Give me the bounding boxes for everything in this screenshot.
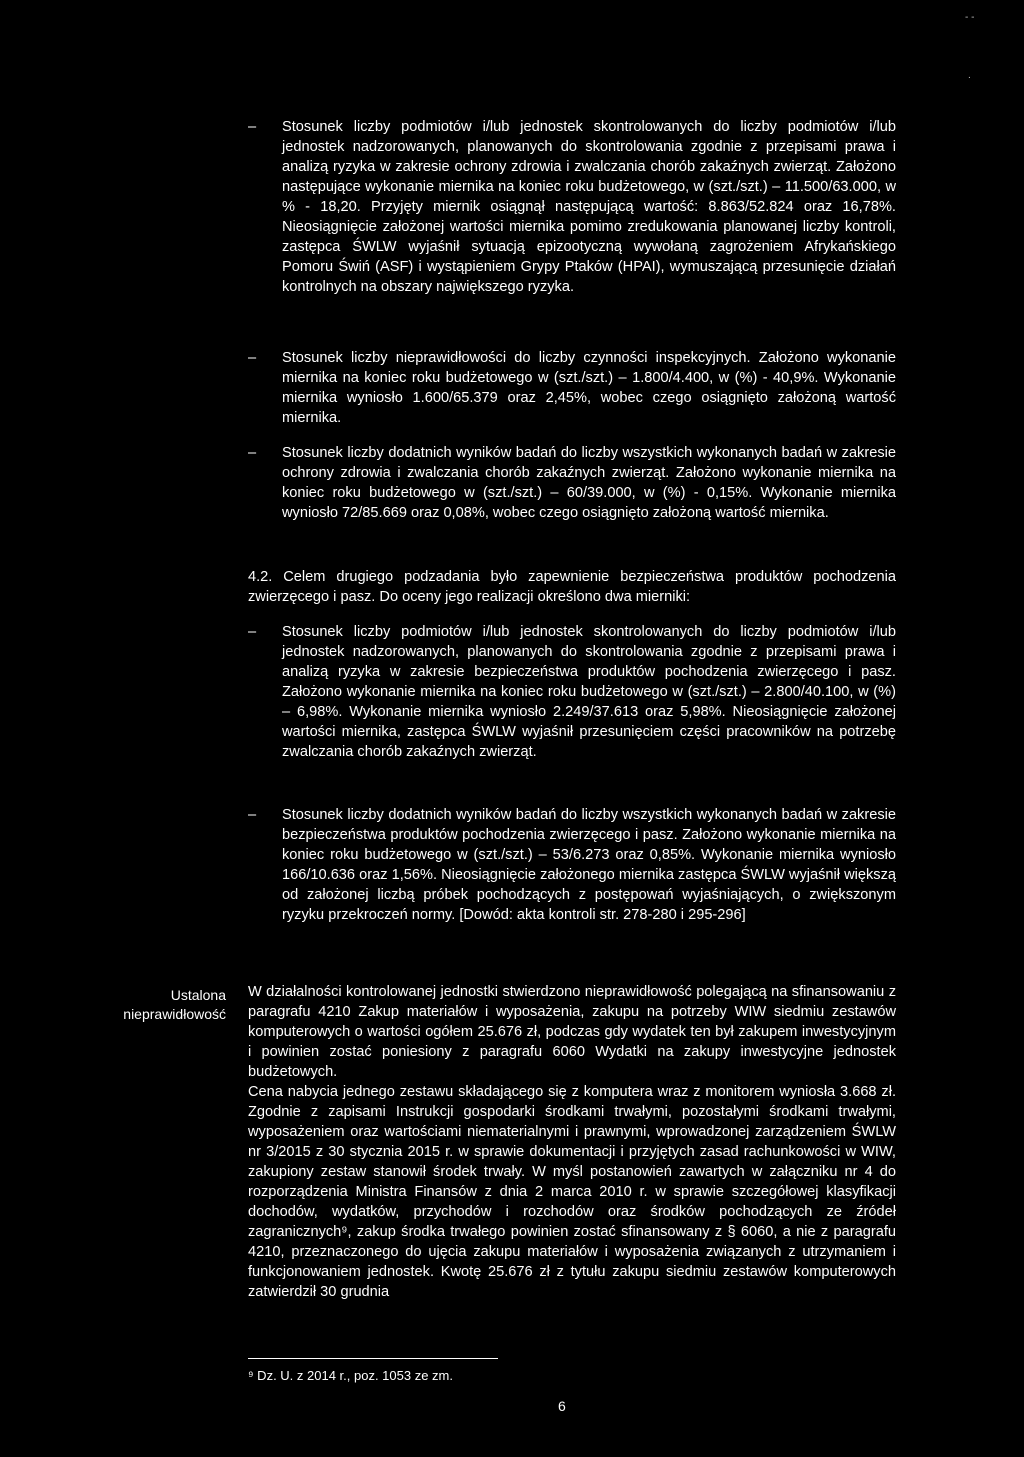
footnote: ⁹ Dz. U. z 2014 r., poz. 1053 ze zm. <box>248 1368 453 1383</box>
corner-mark-right: . <box>968 70 971 81</box>
footnote-separator <box>248 1358 498 1359</box>
bullet-dash: – <box>248 445 257 461</box>
list-item-indicator-4 <box>282 622 896 792</box>
list-item-indicator-5 <box>282 805 896 965</box>
list-item-indicator-2 <box>282 348 896 430</box>
list-item-indicator-3 <box>282 443 896 553</box>
bullet-dash: – <box>248 807 257 823</box>
list-item-text: Stosunek liczby podmiotów i/lub jednostek skontrolowanych do liczby podmiotów i/lub jednostek nadzorowanych, planowanych do skontrolowania zgodnie z przepisami prawa i analizą ryzyka w zakresie ochrony zdrowia i zwalczania chorób zakaźnych zwierząt. Założono następujące wykonanie miernika na koniec roku budżetowego, w (szt./szt.) – 11.500/63.000, w % - 18,20. Przyjęty miernik osiągnął następującą wartość: 8.863/52.824 oraz 16,78%. Nieosiągnięcie założonej wartości miernika pomimo zredukowania planowanej liczby kontroli, zastępca ŚWLW wyjaśnił sytuacją epizootyczną wywołaną zagrożeniem Afrykańskiego Pomoru Świń (ASF) i wystąpieniem Grypy Ptaków (HPAI), wymuszającą przesunięcie działań kontrolnych na obszary największego ryzyka. <box>282 119 896 295</box>
findings-paragraph-2: Cena nabycia jednego zestawu składającego się z komputera wraz z monitorem wyniosła 3.668 zł. Zgodnie z zapisami Instrukcji gospodarki środkami trwałymi, pozostałymi środkami trwałymi, wyposażeniem oraz wartościami niematerialnymi i prawnymi, wprowadzonej zarządzeniem ŚWLW nr 3/2015 z 30 stycznia 2015 r. w sprawie dokumentacji i przyjętych zasad rachunkowości w WIW, zakupiony zestaw stanowił środek trwały. W myśl postanowień zawartych w załączniku nr 4 do rozporządzenia Ministra Finansów z dnia 2 marca 2010 r. w sprawie szczegółowej klasyfikacji dochodów, wydatków, przychodów i rozchodów oraz środków pochodzących ze źródeł zagranicznych⁹, zakup środka trwałego powinien zostać sfinansowany z § 6060, a nie z paragrafu 4210, przeznaczonego do ujęcia zakupu materiałów i wyposażenia związanych z utrzymaniem i funkcjonowaniem jednostek. Kwotę 25.676 zł z tytułu zakupu siedmiu zestawów komputerowych zatwierdził 30 grudnia <box>248 1084 896 1300</box>
list-item-text: Stosunek liczby dodatnich wyników badań do liczby wszystkich wykonanych badań w zakresie bezpieczeństwa produktów pochodzenia zwierzęcego i pasz. Założono wykonanie miernika na koniec roku budżetowego w (szt./szt.) – 53/6.273 oraz 0,85%. Wykonanie miernika wyniosło 166/10.636 oraz 1,56%. Nieosiągnięcie założonego miernika zastępca ŚWLW wyjaśnił większą od założonej liczbą próbek pochodzących z postępowań wyjaśniających, o zwiększonym ryzyku przekroczeń normy. [Dowód: akta kontroli str. 278-280 i 295-296] <box>282 807 896 923</box>
bullet-dash: – <box>248 624 257 640</box>
list-item-text: Stosunek liczby podmiotów i/lub jednostek skontrolowanych do liczby podmiotów i/lub jednostek nadzorowanych, planowanych do skontrolowania zgodnie z przepisami prawa i analizą ryzyka w zakresie bezpieczeństwa produktów pochodzenia zwierzęcego i pasz. Założono wykonanie miernika na koniec roku budżetowego w (szt./szt.) – 2.800/40.100, w (%) – 6,98%. Wykonanie miernika wyniosło 2.249/37.613 oraz 5,98%. Nieosiągnięcie założonej wartości miernika, zastępca ŚWLW wyjaśnił przesunięciem części pracowników na potrzebę zwalczania chorób zakaźnych zwierząt. <box>282 624 896 760</box>
bullet-dash: – <box>248 350 257 366</box>
list-item-text: Stosunek liczby dodatnich wyników badań do liczby wszystkich wykonanych badań w zakresie ochrony zdrowia i zwalczania chorób zakaźnych zwierząt. Założono wykonanie miernika na koniec roku budżetowego w (szt./szt.) – 60/39.000, w (%) - 0,15%. Wykonanie miernika wyniosło 72/85.669 oraz 0,08%, wobec czego osiągnięto założoną wartość miernika. <box>282 445 896 521</box>
list-item-text: Stosunek liczby nieprawidłowości do liczby czynności inspekcyjnych. Założono wykonanie miernika na koniec roku budżetowego w (szt./szt.) – 1.800/4.400, w (%) - 40,9%. Wykonanie miernika wyniosło 1.600/65.379 oraz 2,45%, wobec czego osiągnięto założoną wartość miernika. <box>282 350 896 426</box>
section-4-2-paragraph: 4.2. Celem drugiego podzadania było zapewnienie bezpieczeństwa produktów pochodzenia zwierzęcego i pasz. Do oceny jego realizacji określono dwa mierniki: <box>248 569 896 605</box>
side-label-irregularity: Ustalona nieprawidłowość <box>123 987 226 1022</box>
corner-mark-top: - - <box>965 12 975 23</box>
list-item-indicator-1 <box>282 117 896 339</box>
findings-paragraph-1: W działalności kontrolowanej jednostki stwierdzono nieprawidłowość polegającą na sfinansowaniu z paragrafu 4210 Zakup materiałów i wyposażenia, zakupu na potrzeby WIW siedmiu zestawów komputerowych o wartości ogółem 25.676 zł, podczas gdy wydatek ten był zakupem inwestycyjnym i powinien zostać poniesiony z paragrafu 6060 Wydatki na zakupy inwestycyjne jednostek budżetowych. <box>248 984 896 1080</box>
bullet-dash: – <box>248 119 257 135</box>
page-number: 6 <box>558 1398 566 1414</box>
